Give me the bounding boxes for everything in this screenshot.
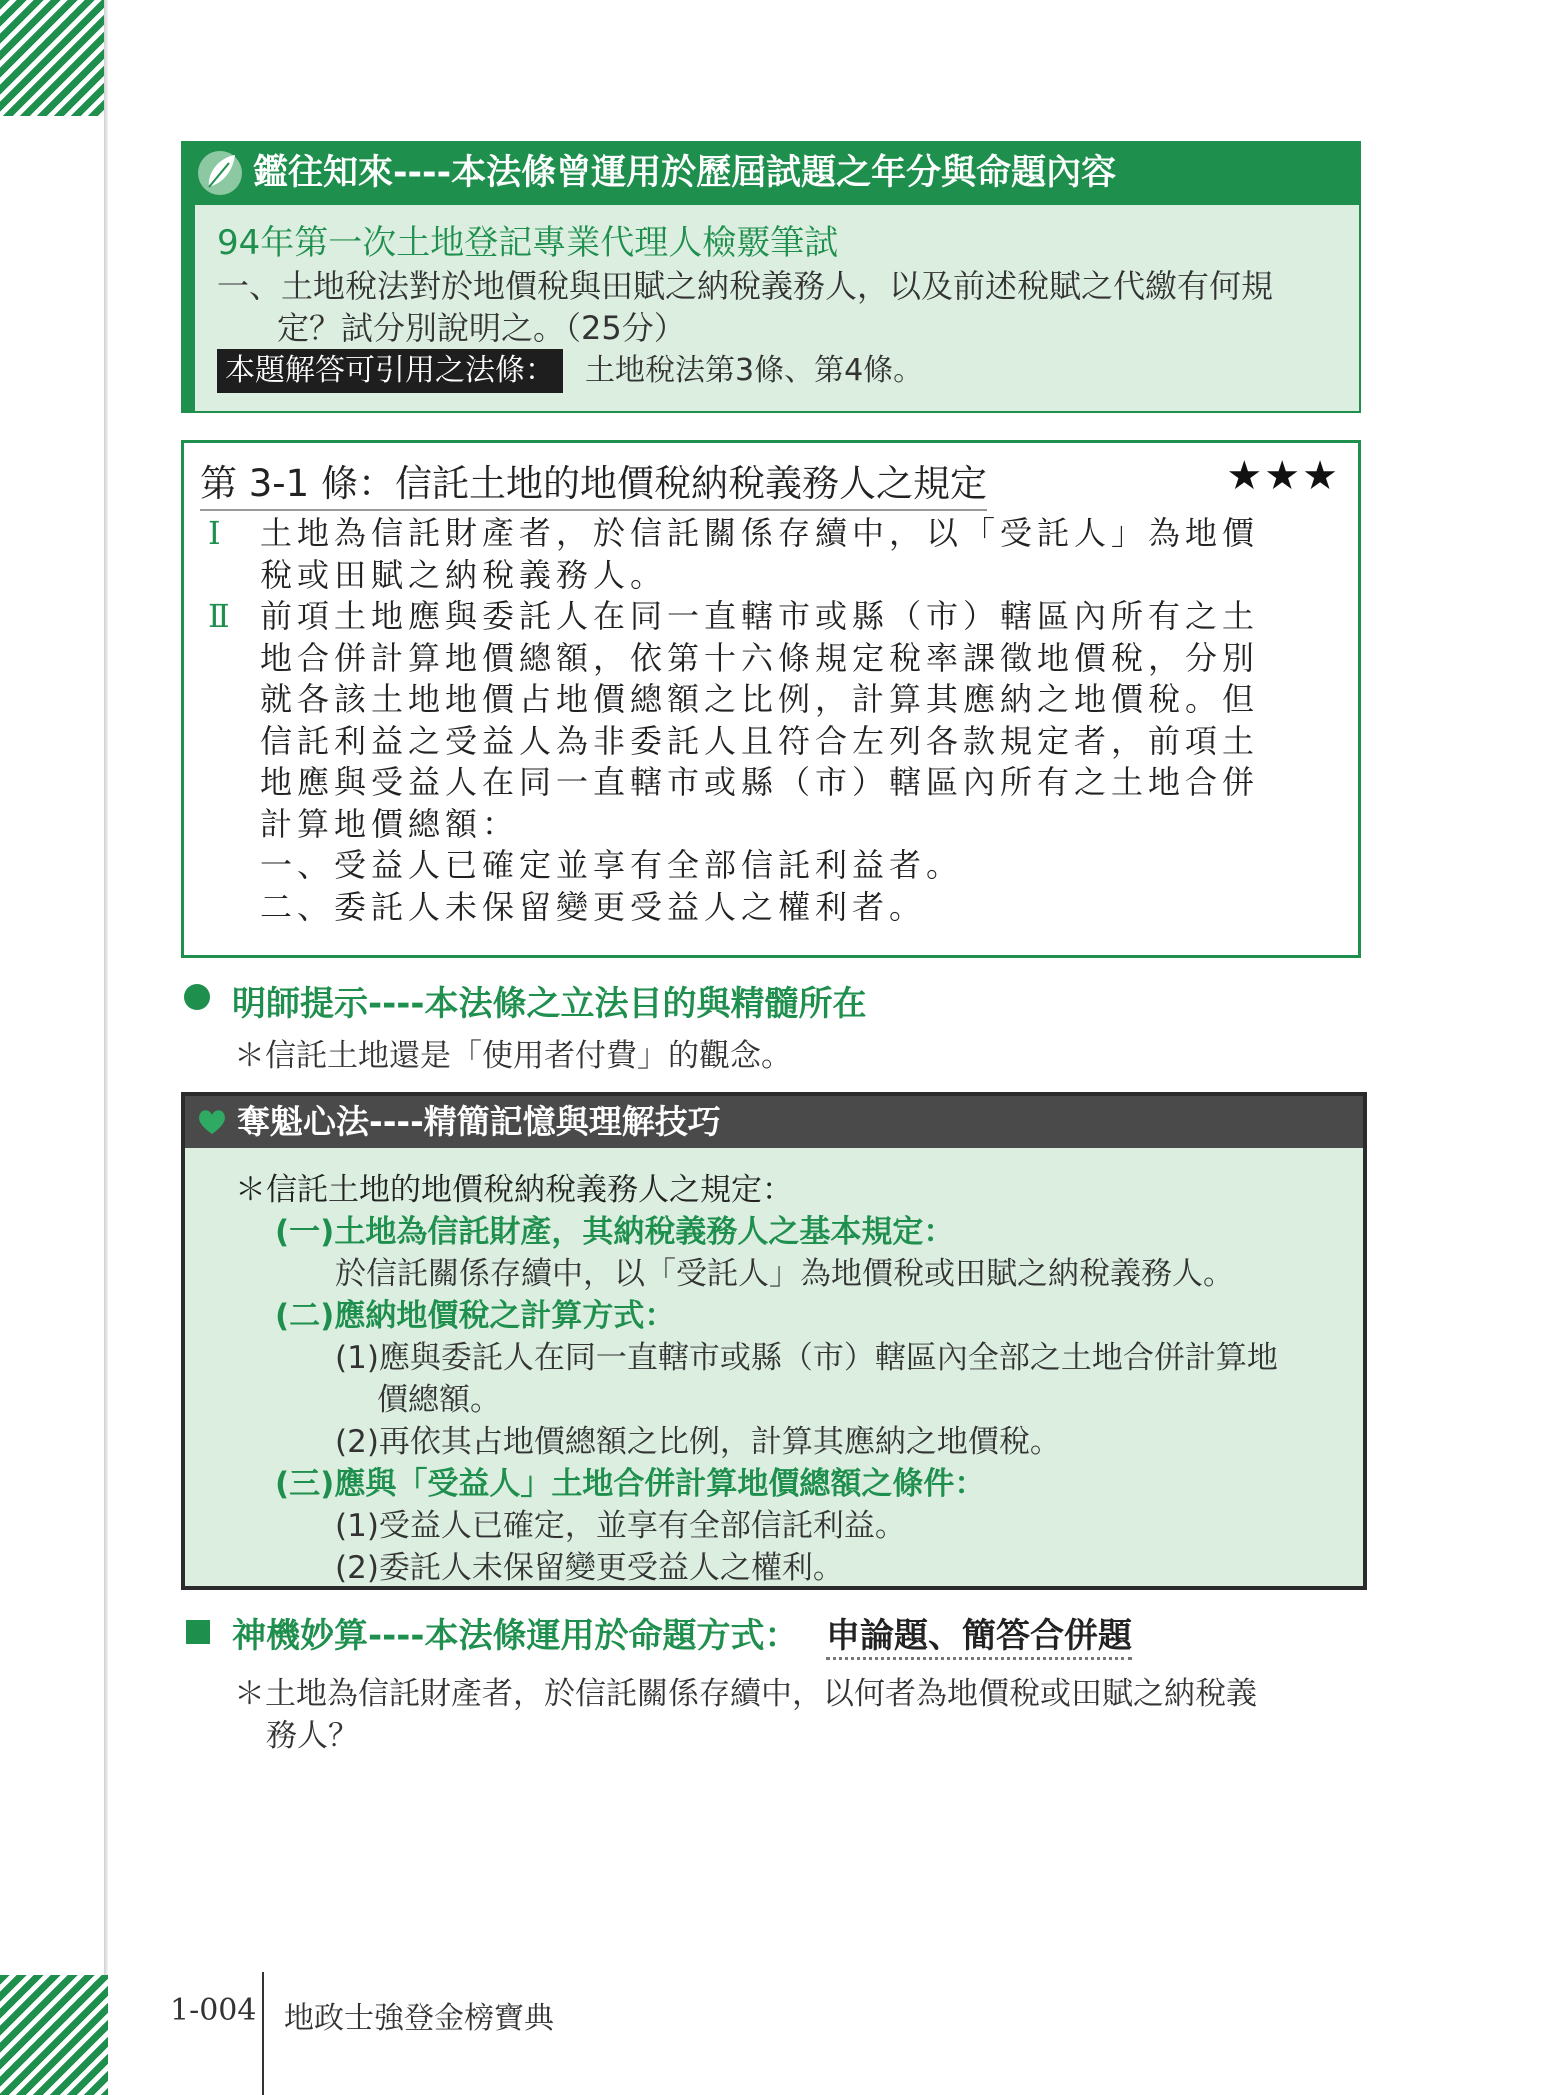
exam-question-line1: 一、土地稅法對於地價稅與田賦之納稅義務人，以及前述稅賦之代繳有何規 (217, 267, 1274, 305)
heart-icon (197, 1108, 227, 1136)
past-exam-header (181, 141, 1361, 205)
square-bullet-icon (186, 1620, 210, 1644)
exam-question-line2: 定？試分別說明之。（25分） (277, 309, 686, 347)
paragraph-2-line: 計算地價總額： (260, 804, 520, 843)
paragraph-2-line: 地合併計算地價總額，依第十六條規定稅率課徵地價稅，分別 (260, 638, 1260, 677)
exam-title: 94年第一次土地登記專業代理人檢覈筆試 (217, 223, 839, 263)
paragraph-1-line: 稅或田賦之納稅義務人。 (260, 555, 668, 594)
memory-tips-box (181, 1092, 1367, 1590)
answer-text: 土地稅法第3條、第4條。 (585, 353, 924, 388)
hint-title: 明師提示----本法條之立法目的與精髓所在 (232, 984, 867, 1024)
page-spine (104, 0, 108, 2095)
paragraph-number-1: Ⅰ (208, 514, 221, 552)
bullet-dot-icon (184, 984, 210, 1010)
past-exam-body (181, 205, 1361, 413)
strategy-question-line1: ＊土地為信託財產者，於信託關係存續中，以何者為地價稅或田賦之納稅義 (234, 1676, 1257, 1712)
article-paragraph-1 (208, 513, 1338, 596)
tips-section-3-item-2: (2)委託人未保留變更受益人之權利。 (335, 1550, 844, 1586)
strategy-title: 神機妙算----本法條運用於命題方式： (232, 1616, 799, 1656)
article-item-1: 一、受益人已確定並享有全部信託利益者。 (260, 846, 964, 884)
memory-tips-header-text: 奪魁心法----精簡記憶與理解技巧 (237, 1102, 721, 1141)
paragraph-2-line: 地應與受益人在同一直轄市或縣（市）轄區內所有之土地合併 (260, 763, 1260, 801)
paragraph-2-line: 前項土地應與委託人在同一直轄市或縣（市）轄區內所有之土 (260, 597, 1260, 635)
tips-section-2-item-1: (1)應與委託人在同一直轄市或縣（市）轄區內全部之土地合併計算地 (335, 1340, 1278, 1376)
paragraph-1-line: 土地為信託財產者，於信託關係存續中，以「受託人」為地價 (260, 514, 1260, 552)
past-exam-header-text: 鑑往知來----本法條曾運用於歷屆試題之年分與命題內容 (253, 153, 1117, 193)
paragraph-2-line: 就各該土地地價占地價總額之比例，計算其應納之地價稅。但 (260, 680, 1260, 718)
past-exam-box (181, 141, 1361, 413)
article-paragraph-2 (208, 596, 1338, 928)
footer-divider (262, 1972, 264, 2095)
book-title: 地政士強登金榜寶典 (284, 2001, 554, 2036)
article-box (181, 440, 1361, 958)
tips-section-2-title: (二)應納地價稅之計算方式： (275, 1298, 676, 1334)
tips-section-1-text: 於信託關係存續中，以「受託人」為地價稅或田賦之納稅義務人。 (335, 1256, 1234, 1292)
tips-section-3-item-1: (1)受益人已確定，並享有全部信託利益。 (335, 1508, 906, 1544)
strategy-question-line2: 務人？ (266, 1718, 359, 1754)
importance-stars: ★★★ (1226, 453, 1340, 499)
memory-tips-header (185, 1096, 1363, 1148)
tips-section-2-item-1-cont: 價總額。 (377, 1382, 501, 1418)
tips-intro: ＊信託土地的地價稅納稅義務人之規定： (235, 1172, 793, 1208)
article-item-2: 二、委託人未保留變更受益人之權利者。 (260, 887, 927, 926)
article-title: 第 3-1 條：信託土地的地價稅納稅義務人之規定 (200, 453, 987, 511)
tips-section-3-title: (三)應與「受益人」土地合併計算地價總額之條件： (275, 1466, 986, 1502)
paragraph-2-line: 信託利益之受益人為非委託人且符合左列各款規定者，前項土 (260, 721, 1260, 760)
hint-text: ＊信託土地還是「使用者付費」的觀念。 (234, 1038, 792, 1074)
top-stripe-decoration (0, 0, 108, 116)
page-number: 1-004 (170, 1993, 257, 2028)
strategy-question-type: 申論題、簡答合併題 (826, 1608, 1132, 1660)
answer-label: 本題解答可引用之法條： (217, 349, 563, 393)
bottom-stripe-decoration (0, 1975, 108, 2095)
leaf-icon (195, 147, 245, 199)
paragraph-number-2: Ⅱ (208, 597, 230, 635)
tips-section-1-title: (一)土地為信託財產，其納稅義務人之基本規定： (275, 1214, 955, 1250)
tips-section-2-item-2: (2)再依其占地價總額之比例，計算其應納之地價稅。 (335, 1424, 1061, 1460)
